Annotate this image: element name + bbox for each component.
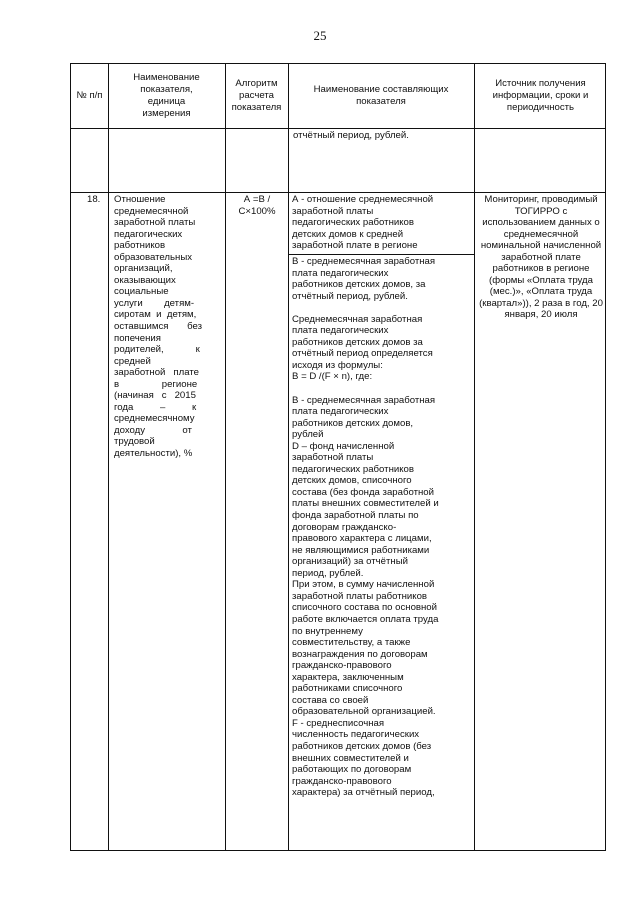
column-divider — [288, 64, 289, 850]
column-divider — [108, 64, 109, 850]
indicator-name-line: оставшимся без — [114, 321, 203, 333]
indicator-name-line: года – к — [114, 401, 197, 413]
indicator-name-line: (начиная с 2015 — [114, 390, 196, 402]
row-number: 18. — [87, 194, 101, 205]
indicator-name — [114, 194, 220, 460]
component-a: А - отношение среднемесячной заработной платы педагогических работников детских домов к средней заработной плате в регионе — [292, 194, 434, 252]
indicator-name-line: заработной плате — [114, 367, 199, 379]
indicator-name-line: попечения — [114, 332, 161, 344]
header-algorithm: Алгоритм расчета показателя — [231, 78, 282, 113]
column-divider — [474, 64, 475, 850]
indicator-name-line: средней — [114, 355, 151, 367]
component-b: В - среднемесячная заработная плата педагогических работников детских домов, за отчётный период, рублей. Среднемесячная заработная плата педагогических работников детских домов за отчётный период определяется исходя из формулы: B = D /(F × n), где: В - среднемесячная заработная плата педагогических работников детских домов, рублей D – фонд начисленной заработной платы педагогических работников детских домов, списочного состава (без фонда заработной платы внешних совместителей и фонда заработной платы по договорам гражданско- правового характера с лицами, не являющимися работниками организаций) за отчётный период, рублей. При этом, в сумму начисленной заработной платы работников списочного состава по основной работе включается оплата труда по внутреннему совместительству, а также вознаграждения по договорам гражданско-правового характера, заключенным работниками списочного состава со своей образовательной организацией. F - среднесписочная численность педагогических работников детских домов (без внешних совместителей и работающих по договорам гражданско-правового характера) за отчётный период, — [292, 256, 439, 799]
indicator-name-line: деятельности), % — [114, 448, 193, 460]
indicator-name-line: заработной платы — [114, 217, 196, 229]
header-divider — [71, 128, 605, 129]
indicator-name-line: организаций, — [114, 263, 173, 275]
indicator-name-line: среднемесячной — [114, 205, 189, 217]
row-divider — [71, 192, 605, 193]
indicator-name-line: социальные — [114, 286, 169, 298]
component-divider — [288, 254, 474, 255]
indicator-table — [70, 63, 606, 851]
indicator-name-line: работников — [114, 240, 166, 252]
header-components: Наименование составляющих показателя — [313, 84, 449, 107]
continuation-components: отчётный период, рублей. — [293, 130, 409, 141]
indicator-name-line: образовательных — [114, 251, 193, 263]
algorithm-formula: А =В / С×100% — [238, 194, 276, 217]
indicator-name-line: родителей, к — [114, 344, 200, 356]
page-number: 25 — [313, 28, 327, 43]
indicator-name-line: доходу от — [114, 424, 192, 436]
indicator-name-line: среднемесячному — [114, 413, 195, 425]
indicator-name-line: услуги детям- — [114, 297, 195, 309]
indicator-name-line: сиротам и детям, — [114, 309, 197, 321]
indicator-name-line: в регионе — [114, 378, 198, 390]
column-divider — [225, 64, 226, 850]
indicator-name-line: оказывающих — [114, 274, 176, 286]
header-number: № п/п — [76, 90, 103, 101]
header-indicator-name: Наименование показателя, единица измерения — [133, 72, 200, 119]
information-source: Мониторинг, проводимый ТОГИРРО с использованием данных о среднемесячной номинальной начисленной заработной плате работников в регионе (формы «Оплата труда (мес.)», «Оплата труда (квартал»)), 2 раза в год, 20 января, 20 июля — [479, 194, 603, 321]
indicator-name-line: трудовой — [114, 436, 155, 448]
header-source: Источник получения информации, сроки и периодичность — [492, 78, 589, 113]
indicator-name-line: Отношение — [114, 194, 166, 205]
indicator-name-line: педагогических — [114, 228, 183, 240]
